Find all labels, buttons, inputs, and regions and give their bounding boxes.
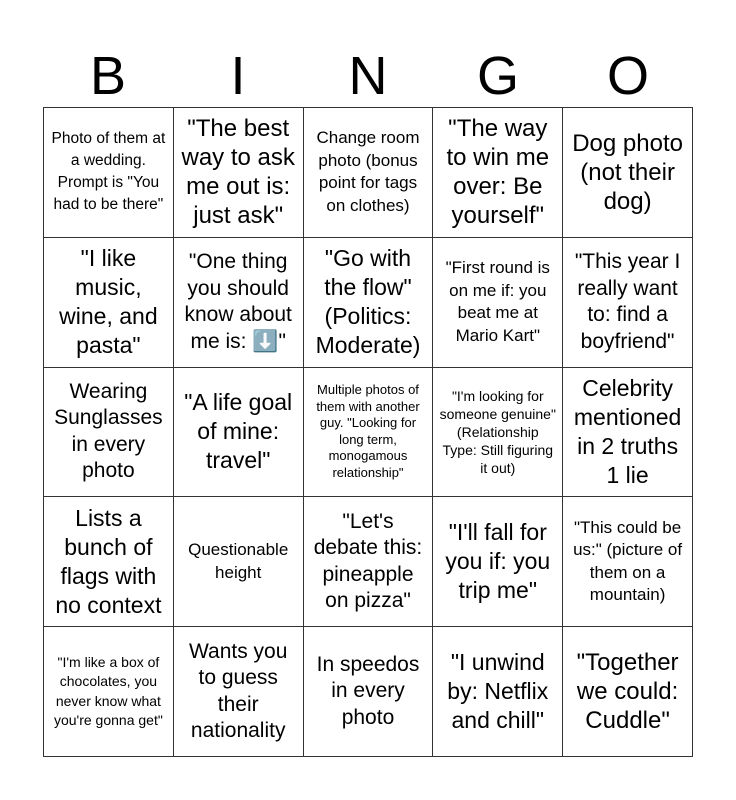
bingo-cell-r2-c4[interactable] bbox=[433, 238, 563, 368]
bingo-cell-r3-c1[interactable] bbox=[44, 368, 174, 498]
bingo-cell-r1-c4[interactable] bbox=[433, 108, 563, 238]
header-letter-i: I bbox=[230, 46, 246, 106]
cell-text: "I'll fall for you if: you trip me" bbox=[445, 519, 551, 604]
header-letter-b: B bbox=[89, 46, 127, 106]
bingo-cell-r1-c2[interactable] bbox=[174, 108, 304, 238]
bingo-cell-r5-c5[interactable] bbox=[563, 627, 693, 757]
bingo-cell-r3-c2[interactable] bbox=[174, 368, 304, 498]
bingo-cell-r2-c5[interactable] bbox=[563, 238, 693, 368]
cell-text: Photo of them at a wedding. Prompt is "You had to be there" bbox=[51, 130, 166, 214]
bingo-cell-r4-c1[interactable] bbox=[44, 497, 174, 627]
cell-text: "I'm like a box of chocolates, you never know what you're gonna get" bbox=[53, 653, 163, 729]
bingo-cell-r2-c3[interactable] bbox=[304, 238, 434, 368]
cell-text: Wants you to guess their nationality bbox=[188, 639, 288, 743]
header-letter-g: G bbox=[476, 46, 519, 106]
header-letter-n: N bbox=[348, 46, 388, 106]
bingo-cell-r1-c3[interactable] bbox=[304, 108, 434, 238]
cell-text: "Go with the flow" (Politics: Moderate) bbox=[315, 245, 421, 359]
bingo-cell-r4-c5[interactable] bbox=[563, 497, 693, 627]
cell-text: Dog photo (not their dog) bbox=[572, 129, 683, 215]
bingo-cell-r5-c3[interactable] bbox=[304, 627, 434, 757]
cell-text: Lists a bunch of flags with no context bbox=[55, 504, 162, 618]
bingo-cell-r5-c4[interactable] bbox=[433, 627, 563, 757]
bingo-grid bbox=[43, 107, 693, 757]
cell-text: "The best way to ask me out is: just ask" bbox=[181, 115, 295, 230]
bingo-cell-r4-c3[interactable] bbox=[304, 497, 434, 627]
cell-text: "Together we could: Cuddle" bbox=[576, 649, 679, 735]
bingo-cell-r5-c2[interactable] bbox=[174, 627, 304, 757]
bingo-cell-r4-c4[interactable] bbox=[433, 497, 563, 627]
bingo-cell-r3-c3[interactable] bbox=[304, 368, 434, 498]
cell-text: "I'm looking for someone genuine" (Relationship Type: Still figuring it out) bbox=[439, 387, 556, 476]
cell-text: "I like music, wine, and pasta" bbox=[59, 245, 158, 359]
cell-text: Wearing Sunglasses in every photo bbox=[54, 379, 163, 483]
cell-text: "Let's debate this: pineapple on pizza" bbox=[313, 509, 423, 613]
bingo-cell-r5-c1[interactable] bbox=[44, 627, 174, 757]
bingo-header bbox=[43, 40, 693, 108]
cell-text: "This could be us:" (picture of them on a mountain) bbox=[573, 517, 683, 605]
bingo-cell-r4-c2[interactable] bbox=[174, 497, 304, 627]
bingo-cell-r3-c4[interactable] bbox=[433, 368, 563, 498]
cell-text: "This year I really want to: find a boyfriend" bbox=[574, 250, 681, 353]
bingo-cell-r2-c2[interactable] bbox=[174, 238, 304, 368]
cell-text: "I unwind by: Netflix and chill" bbox=[447, 649, 549, 734]
bingo-cell-r3-c5[interactable] bbox=[563, 368, 693, 498]
cell-text: "First round is on me if: you beat me at Mario Kart" bbox=[445, 258, 550, 345]
cell-text: In speedos in every photo bbox=[316, 652, 420, 729]
bingo-cell-r2-c1[interactable] bbox=[44, 238, 174, 368]
bingo-cell-r1-c1[interactable] bbox=[44, 108, 174, 238]
cell-text: "One thing you should know about me is: ⬇️" bbox=[184, 250, 292, 353]
cell-text: "A life goal of mine: travel" bbox=[184, 389, 293, 474]
cell-text: "The way to win me over: Be yourself" bbox=[446, 115, 550, 230]
cell-text: Multiple photos of them with another guy. "Looking for long term, monogamous relationship" bbox=[316, 382, 420, 480]
bingo-cell-r1-c5[interactable] bbox=[563, 108, 693, 238]
cell-text: Change room photo (bonus point for tags on clothes) bbox=[316, 128, 420, 215]
cell-text: Questionable height bbox=[188, 540, 289, 582]
cell-text: Celebrity mentioned in 2 truths 1 lie bbox=[573, 374, 682, 488]
header-letter-o: O bbox=[606, 46, 649, 106]
